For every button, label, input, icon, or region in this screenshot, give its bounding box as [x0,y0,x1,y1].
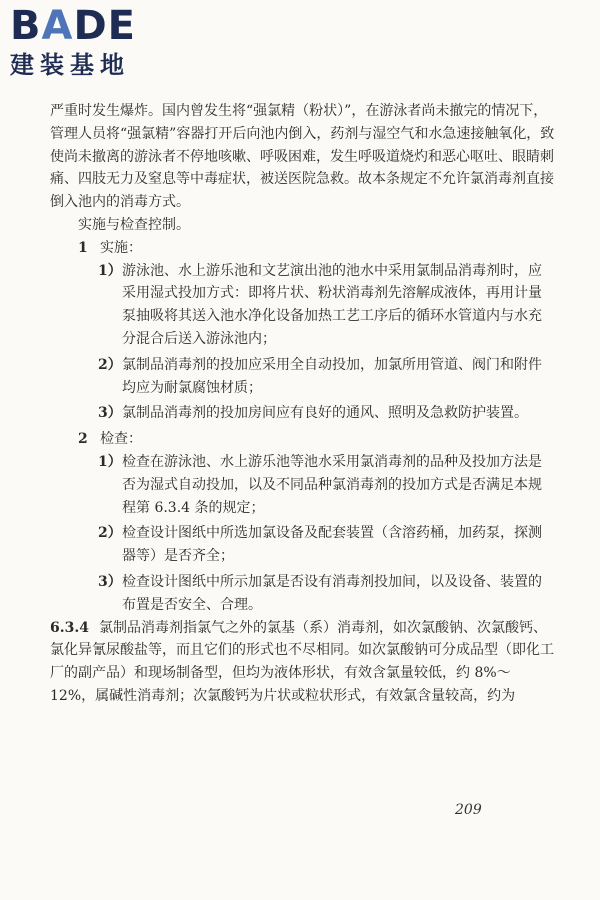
logo-chinese-text: 建装基地 [10,51,130,79]
logo [10,4,185,80]
impl-item-2 [50,354,555,400]
impl-label: 实施： [100,239,142,256]
impl-item-3-num: 3） [98,405,122,422]
check-item-3-text: 检查设计图纸中所示加氯是否设有消毒剂投加间，以及设备、装置的布置是否安全、合理。 [122,573,542,613]
impl-item-1-text: 游泳池、水上游乐池和文艺演出池的池水中采用氯制品消毒剂时，应采用湿式投加方式：即将片状、粉状消毒剂先溶解成液体，再用计量泵抽吸将其送入池水净化设备加热工艺工序后的循环水管道内与水充分混合后送入游泳池内； [122,262,542,347]
section-number: 6.3.4 [50,619,89,636]
page-number: 209 [455,802,482,818]
check-item-1-num: 1） [98,453,122,470]
check-item-1 [50,451,555,519]
impl-item-2-text: 氯制品消毒剂的投加应采用全自动投加，加氯所用管道、阀门和附件均应为耐氯腐蚀材质； [122,356,542,396]
impl-item-3 [50,402,555,425]
check-item-3-num: 3） [98,573,122,590]
control-heading: 实施与检查控制。 [78,216,190,233]
check-number: 2 [78,431,88,448]
page-content [50,100,555,708]
impl-item-3-text: 氯制品消毒剂的投加房间应有良好的通风、照明及急救防护装置。 [122,405,528,422]
impl-heading [50,237,555,260]
impl-item-1-num: 1） [98,262,122,279]
check-item-3 [50,571,555,617]
impl-number: 1 [78,239,88,256]
check-heading [50,428,555,451]
check-item-2 [50,522,555,568]
section-text: 氯制品消毒剂指氯气之外的氯基（系）消毒剂，如次氯酸钠、次氯酸钙、氯化异氰尿酸盐等，而且它们的形式也不尽相同。如次氯酸钠可分成品型（即化工厂的副产品）和现场制备型，但均为液体形状，有效含氯量较低，约 8%～12%，属碱性消毒剂；次氯酸钙为片状或粒状形式，有效氯含量较高，约为 [50,619,554,704]
check-label: 检查： [100,431,142,448]
check-item-2-num: 2） [98,525,122,542]
check-item-1-text: 检查在游泳池、水上游乐池等池水采用氯消毒剂的品种及投加方法是否为湿式自动投加，以及不同品种氯消毒剂的投加方式是否满足本规程第 6.3.4 条的规定； [122,453,542,516]
impl-item-2-num: 2） [98,356,122,373]
impl-item-1 [50,260,555,351]
check-item-2-text: 检查设计图纸中所选加氯设备及配套装置（含溶药桶，加药泵，探测器等）是否齐全； [122,525,542,565]
section-6-3-4 [50,617,555,708]
continued-paragraph: 严重时发生爆炸。国内曾发生将“强氯精（粉状）”，在游泳者尚未撤完的情况下，管理人员将“强氯精”容器打开后向池内倒入，药剂与湿空气和水急速接触氧化，致使尚未撤离的游泳者不停地咳嗽、呼吸困难，发生呼吸道烧灼和恶心呕吐、眼睛刺痛、四肢无力及窒息等中毒症状，被送医院急救。故本条规定不允许氯消毒剂直接倒入池内的消毒方式。 [50,103,555,211]
logo-wordmark: BADE [10,3,136,49]
